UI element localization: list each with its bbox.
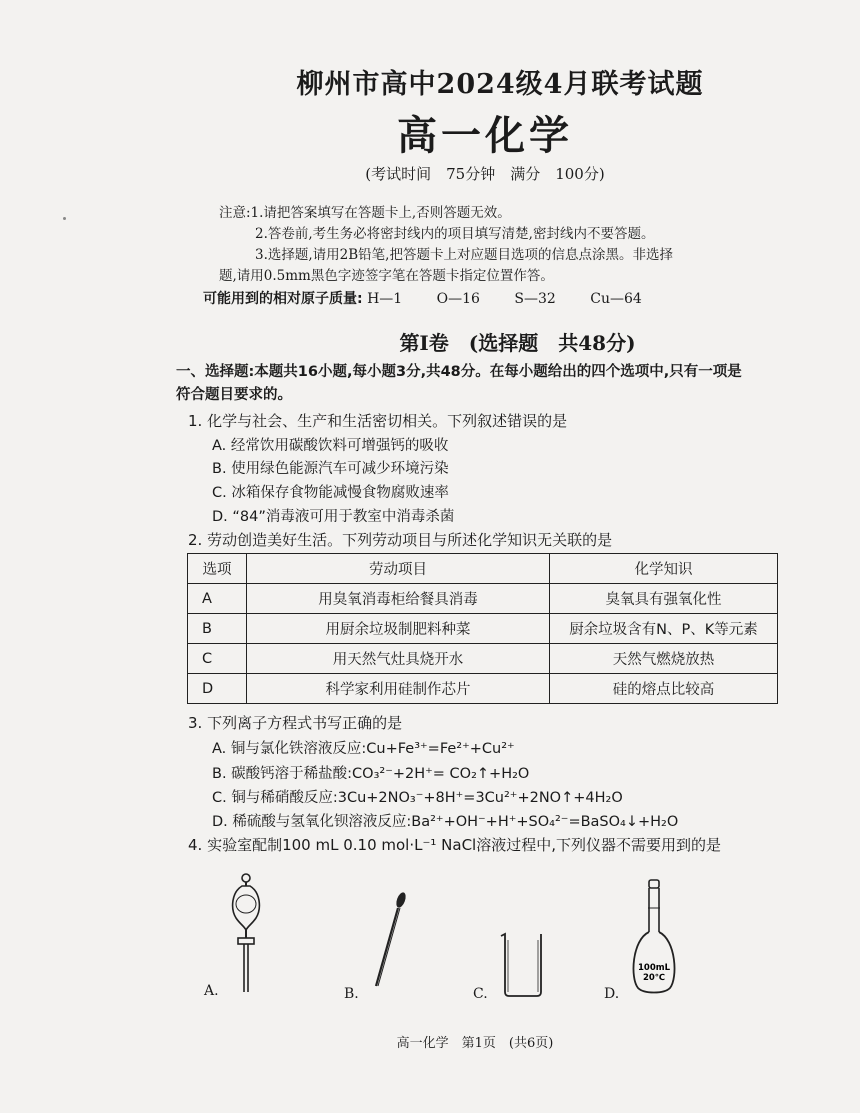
apparatus-label-c: C. bbox=[473, 986, 488, 1002]
table-header-cell: 选项 bbox=[188, 554, 247, 584]
beaker-icon bbox=[497, 930, 547, 998]
table-row bbox=[188, 674, 778, 704]
table-cell: D bbox=[188, 674, 247, 704]
question-3-stem: 3. 下列离子方程式书写正确的是 bbox=[188, 714, 403, 732]
section-instruction-2: 符合题目要求的。 bbox=[176, 387, 292, 403]
notice-line-2: 2.答卷前,考生务必将密封线内的项目填写清楚,密封线内不要答题。 bbox=[255, 226, 655, 242]
table-cell: 臭氧具有强氧化性 bbox=[550, 584, 778, 614]
table-cell: 用臭氧消毒柜给餐具消毒 bbox=[247, 584, 550, 614]
table-cell: 用厨余垃圾制肥料种菜 bbox=[247, 614, 550, 644]
question-1-option-b: B. 使用绿色能源汽车可减少环境污染 bbox=[212, 461, 449, 477]
flask-temp-label: 20℃ bbox=[642, 973, 666, 983]
table-cell: 科学家利用硅制作芯片 bbox=[247, 674, 550, 704]
table-row bbox=[188, 614, 778, 644]
flask-volume-label: 100mL bbox=[637, 963, 671, 973]
question-1-option-d: D. “84”消毒液可用于教室中消毒杀菌 bbox=[212, 509, 455, 525]
question-2-table bbox=[187, 553, 778, 704]
notice-line-4: 题,请用0.5mm黑色字迹签字笔在答题卡指定位置作答。 bbox=[219, 268, 554, 284]
question-3-option-b: B. 碳酸钙溶于稀盐酸:CO₃²⁻+2H⁺= CO₂↑+H₂O bbox=[212, 766, 530, 782]
separatory-funnel-icon bbox=[228, 872, 264, 994]
section-title: 第Ⅰ卷 (选择题 共48分) bbox=[399, 331, 636, 355]
notice-line-1: 注意:1.请把答案填写在答题卡上,否则答题无效。 bbox=[219, 205, 511, 221]
table-row bbox=[188, 644, 778, 674]
time-info: (考试时间 75分钟 满分 100分) bbox=[365, 165, 605, 183]
atomic-mass-cu: Cu—64 bbox=[590, 291, 642, 307]
volumetric-flask-icon bbox=[628, 878, 680, 998]
question-3-option-d: D. 稀硫酸与氢氧化钡溶液反应:Ba²⁺+OH⁻+H⁺+SO₄²⁻=BaSO₄↓+H₂O bbox=[212, 814, 679, 830]
table-header-cell: 劳动项目 bbox=[247, 554, 550, 584]
question-3-option-c: C. 铜与稀硝酸反应:3Cu+2NO₃⁻+8H⁺=3Cu²⁺+2NO↑+4H₂O bbox=[212, 790, 623, 806]
apparatus-label-b: B. bbox=[344, 986, 359, 1002]
question-4-stem: 4. 实验室配制100 mL 0.10 mol·L⁻¹ NaCl溶液过程中,下列仪器不需要用到的是 bbox=[188, 836, 721, 854]
question-1-option-c: C. 冰箱保存食物能减慢食物腐败速率 bbox=[212, 485, 449, 501]
table-cell: 厨余垃圾含有N、P、K等元素 bbox=[550, 614, 778, 644]
atomic-mass-line bbox=[203, 288, 672, 308]
atomic-mass-o: O—16 bbox=[436, 291, 480, 307]
apparatus-label-d: D. bbox=[604, 986, 620, 1002]
subject-title: 高一化学 bbox=[397, 112, 573, 159]
dropper-icon bbox=[370, 890, 410, 990]
table-cell: 天然气燃烧放热 bbox=[550, 644, 778, 674]
apparatus-label-a: A. bbox=[204, 983, 219, 999]
table-header-cell: 化学知识 bbox=[550, 554, 778, 584]
atomic-mass-label: 可能用到的相对原子质量: bbox=[203, 291, 363, 307]
atomic-mass-s: S—32 bbox=[514, 291, 556, 307]
table-cell: B bbox=[188, 614, 247, 644]
table-cell: A bbox=[188, 584, 247, 614]
question-1-option-a: A. 经常饮用碳酸饮料可增强钙的吸收 bbox=[212, 438, 449, 454]
section-instruction-1: 一、选择题:本题共16小题,每小题3分,共48分。在每小题给出的四个选项中,只有一项是 bbox=[176, 364, 742, 380]
question-2-stem: 2. 劳动创造美好生活。下列劳动项目与所述化学知识无关联的是 bbox=[188, 531, 613, 549]
table-cell: 用天然气灶具烧开水 bbox=[247, 644, 550, 674]
table-header-row bbox=[188, 554, 778, 584]
notice-line-3: 3.选择题,请用2B铅笔,把答题卡上对应题目选项的信息点涂黑。非选择 bbox=[255, 247, 673, 263]
atomic-mass-h: H—1 bbox=[367, 291, 403, 307]
table-cell: C bbox=[188, 644, 247, 674]
exam-title: 柳州市高中2024级4月联考试题 bbox=[296, 69, 704, 100]
table-cell: 硅的熔点比较高 bbox=[550, 674, 778, 704]
question-3-option-a: A. 铜与氯化铁溶液反应:Cu+Fe³⁺=Fe²⁺+Cu²⁺ bbox=[212, 741, 515, 757]
table-row bbox=[188, 584, 778, 614]
page-footer: 高一化学 第1页 (共6页) bbox=[396, 1036, 554, 1051]
margin-mark bbox=[63, 217, 66, 220]
question-1-stem: 1. 化学与社会、生产和生活密切相关。下列叙述错误的是 bbox=[188, 412, 568, 430]
